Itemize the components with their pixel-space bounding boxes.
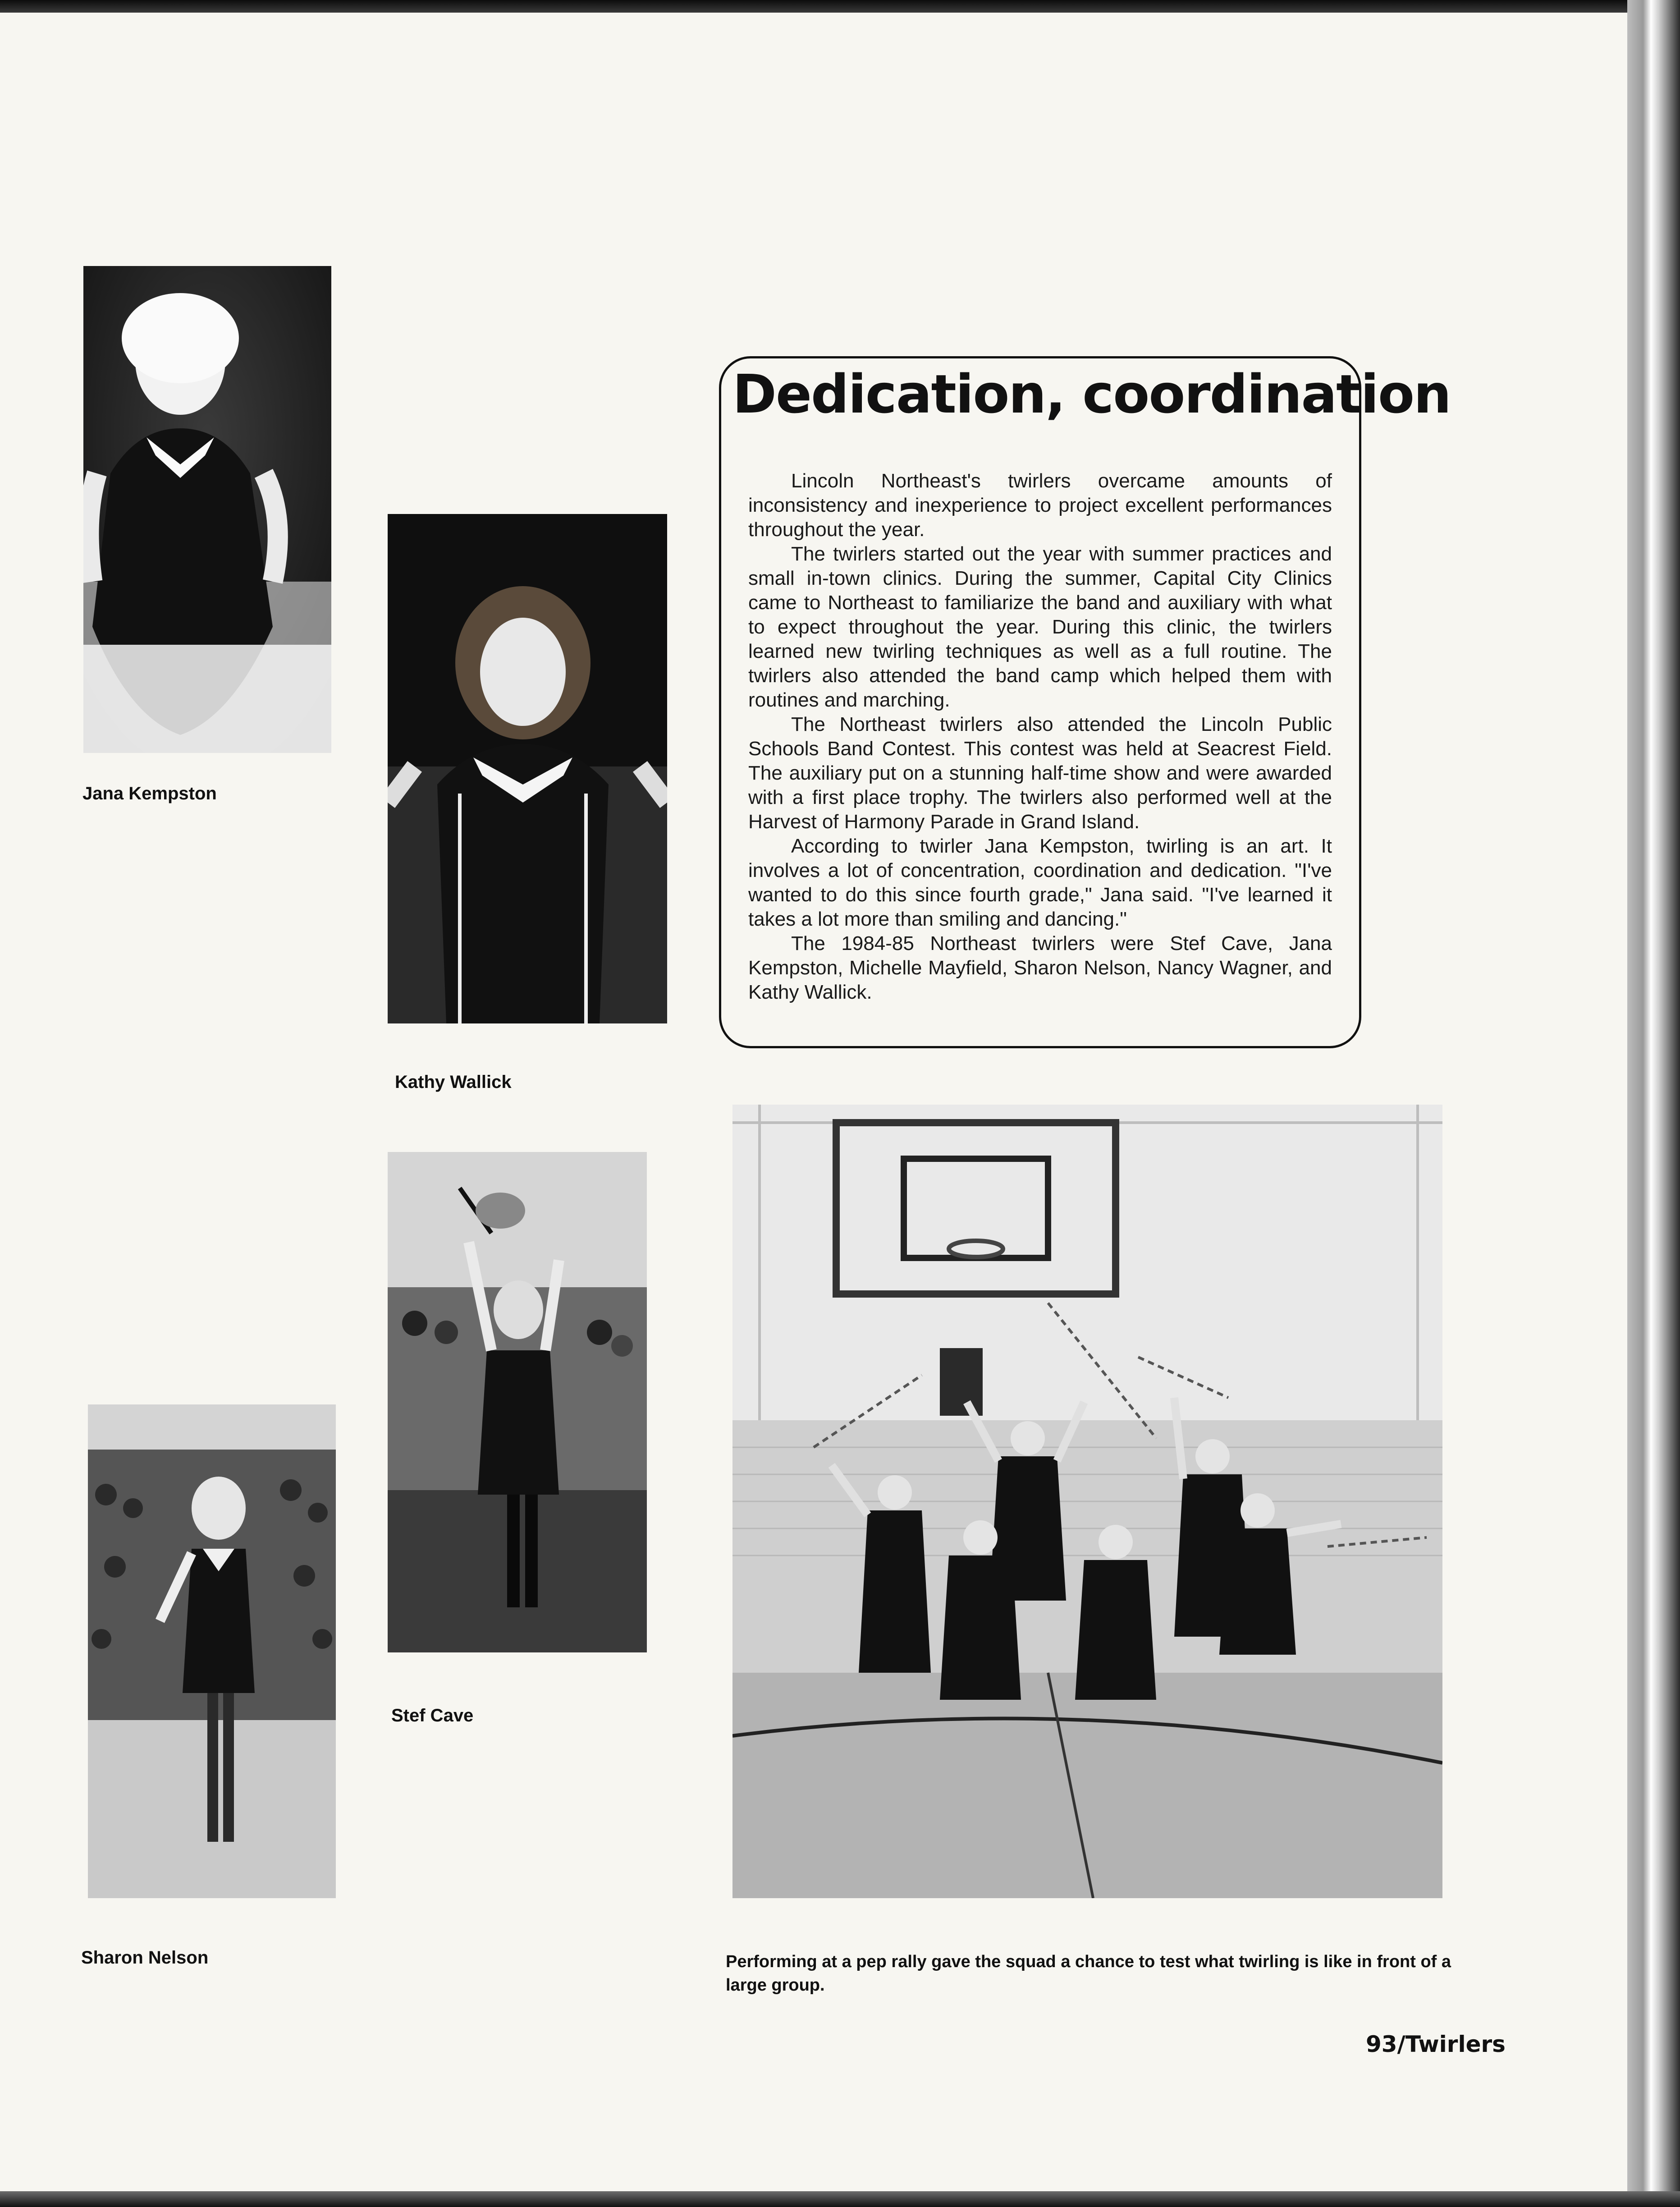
photo-stef-cave [388,1152,647,1652]
caption-jana-kempston: Jana Kempston [82,784,217,803]
article-paragraph: The twirlers started out the year with summer practices and small in-town clinics. During the summer, Capital City Clinics came to Northeast to familiarize the band and auxiliary with what to expect throughout the year. During this clinic, the twirlers learned new twirling techniques as well as a full routine. The twirlers also attended the band camp which helped them with routines and marching. [748,543,1332,711]
article-body [748,469,1332,1005]
page-binding-edge [1627,0,1680,2207]
caption-kathy-wallick: Kathy Wallick [395,1072,512,1092]
photo-jana-kempston [83,266,331,753]
photo-sharon-nelson [88,1404,336,1898]
caption-stef-cave: Stef Cave [391,1706,474,1725]
article-paragraph: According to twirler Jana Kempston, twirling is an art. It involves a lot of concentration, coordination and dedication. "I've wanted to do this since fourth grade," Jana said. "I've learned it takes a lot more than smiling and dancing." [748,835,1332,930]
page-bottom-edge [0,2191,1680,2207]
article-paragraph: The 1984-85 Northeast twirlers were Stef Cave, Jana Kempston, Michelle Mayfield, Sharon Nelson, Nancy Wagner, and Kathy Wallick. [748,932,1332,1003]
page-folio: 93/Twirlers [1366,2031,1506,2057]
article-headline: Dedication, coordination [732,363,1451,425]
photo-twirlers-group [732,1105,1442,1898]
article-paragraph: The Northeast twirlers also attended the Lincoln Public Schools Band Contest. This contest was held at Seacrest Field. The auxiliary put on a stunning half-time show and were awarded with a first place trophy. The twirlers also performed well at the Harvest of Harmony Parade in Grand Island. [748,713,1332,833]
article-paragraph: Lincoln Northeast's twirlers overcame amounts of inconsistency and inexperience to project excellent performances throughout the year. [748,470,1332,541]
photo-kathy-wallick [388,514,667,1023]
caption-group-photo: Performing at a pep rally gave the squad a chance to test what twirling is like in front of a large group. [726,1952,1451,1995]
page-top-edge [0,0,1680,13]
caption-sharon-nelson: Sharon Nelson [81,1948,209,1968]
